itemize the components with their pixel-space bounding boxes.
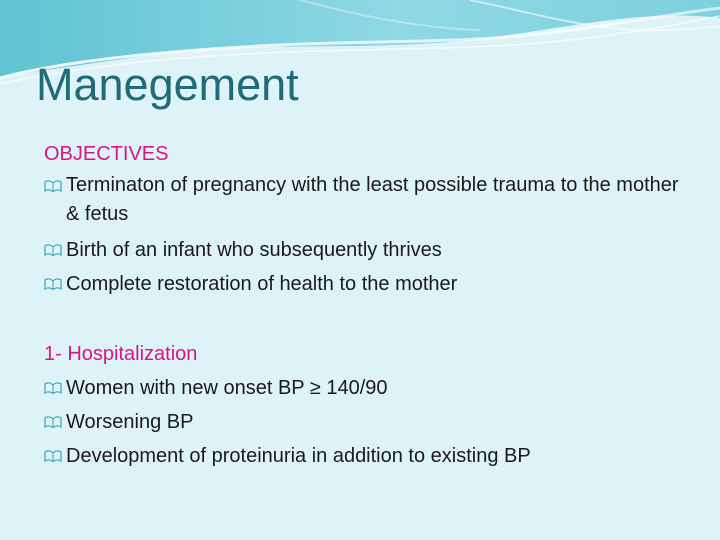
bullet-item [44,371,694,405]
book-bullet-icon [44,171,66,200]
bullet-item [44,233,694,267]
bullet-item [44,171,694,229]
book-bullet-icon [44,233,66,267]
bullet-item [44,439,694,473]
book-bullet-icon [44,439,66,473]
objectives-section [44,137,694,301]
bullet-item [44,405,694,439]
slide-content [44,137,694,473]
bullet-text: Development of proteinuria in addition to existing BP [66,445,531,467]
bullet-text: Complete restoration of health to the mother [66,273,458,295]
section-spacer [44,301,694,337]
bullet-text: Terminaton of pregnancy with the least possible trauma to the mother & fetus [66,174,679,225]
book-bullet-icon [44,405,66,439]
book-bullet-icon [44,371,66,405]
slide-title: Manegement [36,59,299,110]
bullet-text: Birth of an infant who subsequently thrives [66,239,442,261]
bullet-item [44,267,694,301]
hospitalization-section [44,337,694,473]
bullet-text: Worsening BP [66,411,194,433]
bullet-text: Women with new onset BP ≥ 140/90 [66,377,388,399]
section-heading-objectives: OBJECTIVES [44,143,169,165]
book-bullet-icon [44,267,66,301]
section-heading-hospitalization: 1- Hospitalization [44,343,198,365]
